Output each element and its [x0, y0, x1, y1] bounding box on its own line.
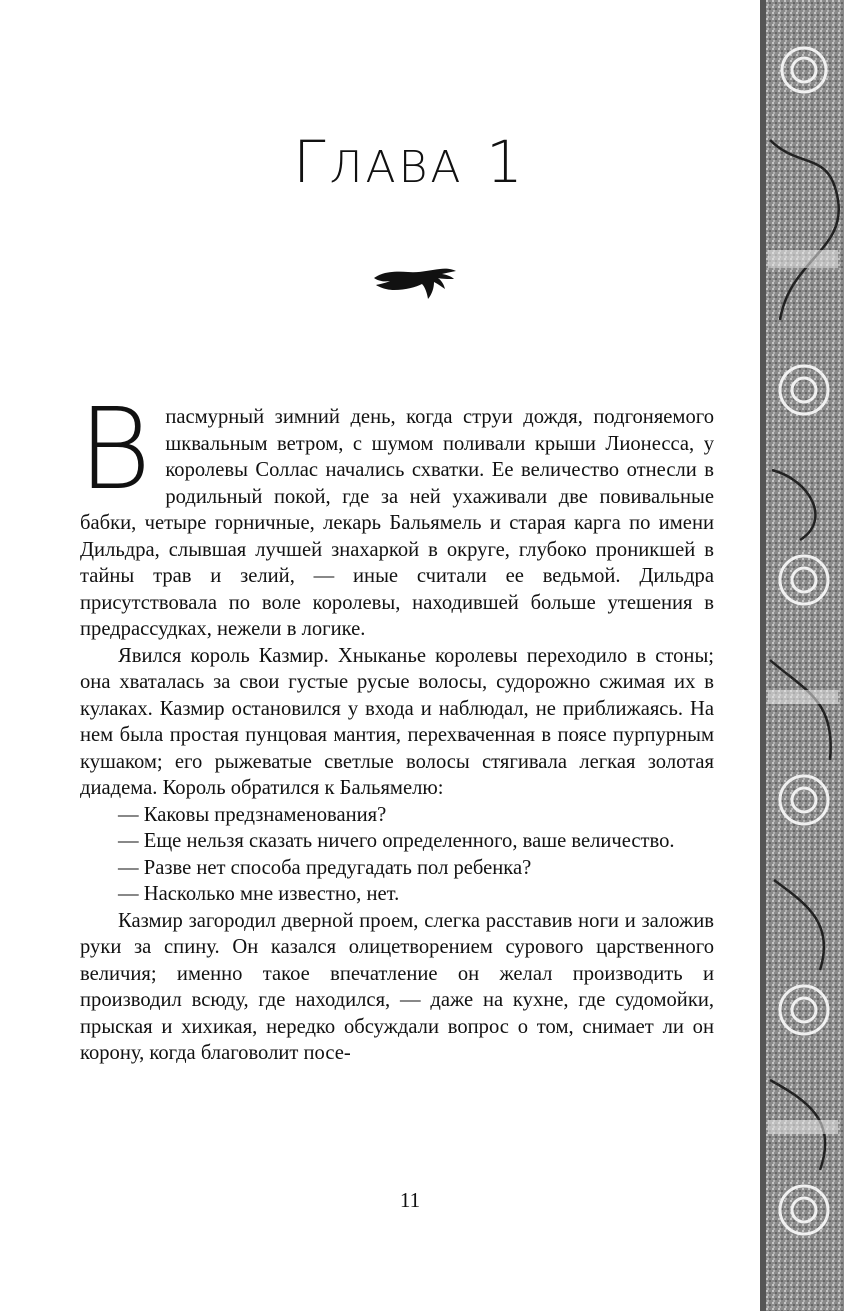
paragraph-2: Явился король Казмир. Хныканье королевы переходило в стоны; она хваталась за свои густые русые волосы, судорожно сжимая их в кулаках. Казмир остановился у входа и наблюдал, не приближаясь. На нем была простая пунцовая мантия, перехваченная в поясе пурпурным кушаком; его рыжеватые светлые волосы стягивала легкая золотая диадема. Король обратился к Бальямелю: [80, 644, 714, 799]
hand-ornament-icon [372, 266, 458, 302]
paragraph-1: Впасмурный зимний день, когда струи дождя, подгоняемого шквальным ветром, с шумом поливали крыши Лионесса, у королевы Соллас начались схватки. Ее величество отнесли в родильный покой, где за ней ухаживали две повивальные бабки, четыре горничные, лекарь Бальямель и старая карга по имени Дильдра, слывшая лучшей знахаркой в округе, глубоко проникшей в тайны трав и зелий, — иные считали ее ведьмой. Дильдра присутствовала по воле королевы, находившей больше утешения в предрассудках, нежели в логике. [78, 385, 714, 640]
page-number: 11 [399, 1188, 421, 1212]
dialogue-line-2: — Еще нельзя сказать ничего определенного, ваше величество. [118, 830, 675, 852]
decorative-border [760, 0, 844, 1311]
chapter-title-rest: ЛАВА [329, 142, 464, 193]
dialogue-line-3: — Разве нет способа предугадать пол ребенка? [118, 856, 532, 879]
chapter-title-first-letter: Г [293, 128, 330, 196]
paragraph-3: Казмир загородил дверной проем, слегка расставив ноги и заложив руки за спину. Он казался олицетворением сурового царственного величия; именно такое впечатление он желал производить и производил всюду, где находился, — даже на кухне, где судомойки, прыская и хихикая, нередко обсуждали вопрос о том, снимает ли он корону, когда благоволит посе- [80, 909, 714, 1064]
chapter-title [0, 128, 820, 196]
chapter-number: 1 [485, 128, 527, 196]
drop-cap: В [78, 385, 152, 515]
dialogue-line-1: — Каковы предзнаменования? [118, 803, 387, 826]
dialogue-line-4: — Насколько мне известно, нет. [118, 883, 400, 905]
body-text [78, 385, 714, 1067]
celtic-ornament-icon [760, 0, 844, 1311]
